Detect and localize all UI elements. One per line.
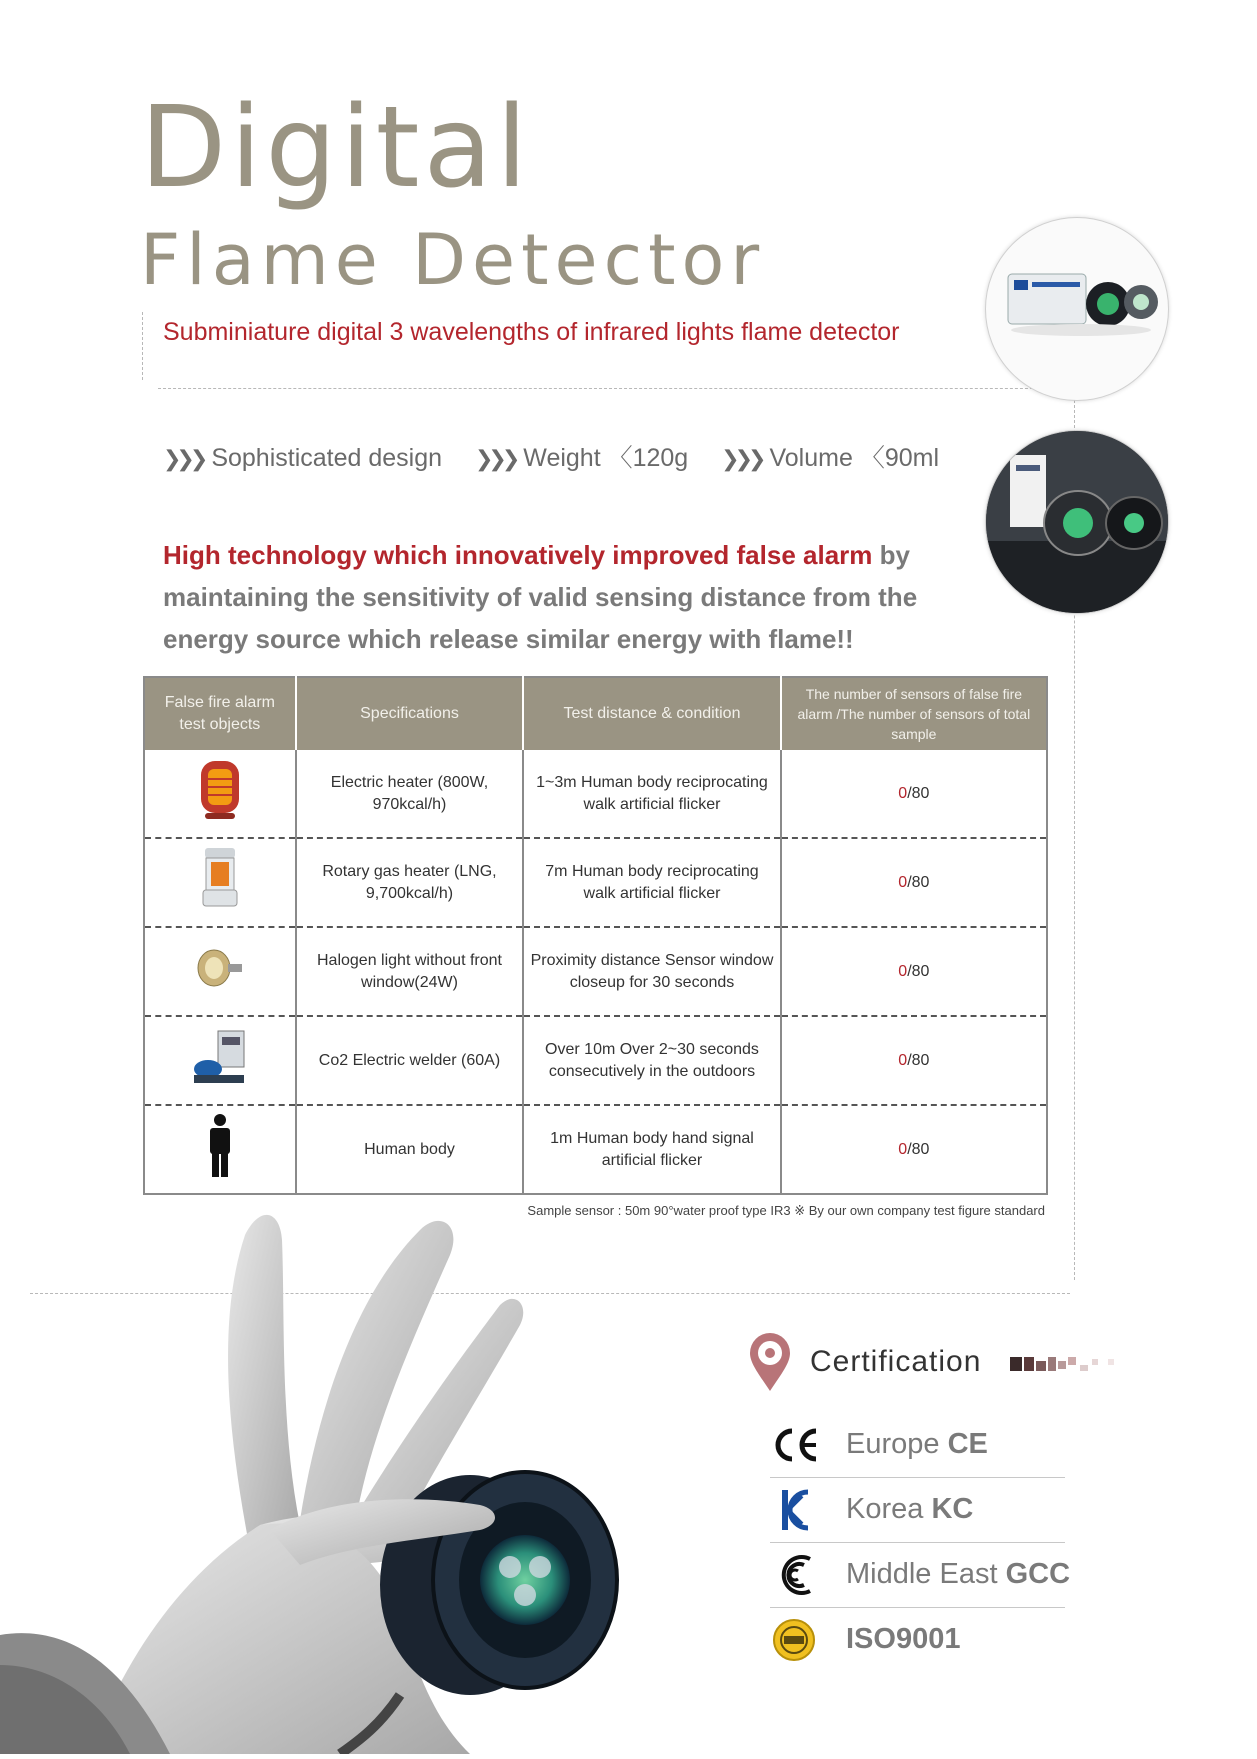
decorative-pixel-bar-icon [1010, 1355, 1120, 1375]
gcc-mark-icon [770, 1553, 820, 1597]
kc-mark-icon [770, 1488, 820, 1532]
product-photo-bottom [985, 430, 1169, 614]
page-title-line1: Digital [140, 83, 532, 213]
halogen-light-icon [144, 927, 296, 1016]
false-alarm-test-table [143, 676, 1048, 1195]
certification-label: ISO9001 [846, 1623, 961, 1655]
chevrons-icon: ❯❯❯ [474, 446, 516, 471]
feature-item: ❯❯❯ Weight 〈120g [474, 444, 689, 472]
frame-top [158, 388, 1058, 389]
human-body-icon [144, 1105, 296, 1194]
table-row [144, 838, 1047, 927]
electric-welder-icon [144, 1016, 296, 1105]
certification-row [770, 1413, 1065, 1478]
row-result: 0/80 [781, 750, 1047, 838]
table-row [144, 1105, 1047, 1194]
electric-heater-icon [144, 750, 296, 838]
row-condition: Proximity distance Sensor window closeup for 30 seconds [523, 927, 780, 1016]
page-subtitle: Subminiature digital 3 wavelengths of infrared lights flame detector [163, 318, 900, 346]
row-condition: 1m Human body hand signal artificial flicker [523, 1105, 780, 1194]
page-title-line2: Flame Detector [140, 219, 766, 301]
certification-title: Certification [810, 1345, 982, 1378]
certification-label: Europe CE [846, 1428, 988, 1460]
product-photo-top [985, 217, 1169, 401]
column-header-test-objects: False fire alarm test objects [144, 677, 296, 750]
row-result: 0/80 [781, 927, 1047, 1016]
feature-item: ❯❯❯ Volume 〈90ml [721, 444, 940, 472]
hand-holding-sensor-photo [0, 1195, 720, 1754]
chevrons-icon: ❯❯❯ [721, 446, 762, 471]
certification-row [770, 1608, 1065, 1672]
ce-mark-icon [770, 1423, 820, 1467]
statement-highlight: High technology which innovatively improved false alarm [163, 540, 873, 570]
row-result: 0/80 [781, 838, 1047, 927]
feature-item: ❯❯❯ Sophisticated design [163, 444, 443, 472]
column-header-test-condition: Test distance & condition [523, 677, 780, 750]
certification-label: Korea KC [846, 1493, 974, 1525]
frame-left-top [142, 312, 143, 380]
statement-rest: by maintaining the sensitivity of valid sensing distance from the energy source which release similar energy with flame!! [163, 540, 918, 654]
headline-statement [163, 534, 993, 660]
certification-row [770, 1478, 1065, 1543]
table-row [144, 1016, 1047, 1105]
iso-mark-icon [770, 1618, 820, 1662]
row-spec: Rotary gas heater (LNG, 9,700kcal/h) [296, 838, 524, 927]
row-result: 0/80 [781, 1105, 1047, 1194]
row-spec: Co2 Electric welder (60A) [296, 1016, 524, 1105]
row-spec: Halogen light without front window(24W) [296, 927, 524, 1016]
row-condition: 7m Human body reciprocating walk artificial flicker [523, 838, 780, 927]
chevrons-icon: ❯❯❯ [163, 446, 204, 471]
certification-row [770, 1543, 1071, 1608]
row-result: 0/80 [781, 1016, 1047, 1105]
feature-list [163, 438, 965, 474]
column-header-specifications: Specifications [296, 677, 524, 750]
table-footnote: Sample sensor : 50m 90°water proof type IR3 ※ By our own company test figure standard [527, 1203, 1045, 1218]
table-row [144, 750, 1047, 838]
column-header-sensor-count: The number of sensors of false fire alarm /The number of sensors of total sample [781, 677, 1047, 750]
row-condition: Over 10m Over 2~30 seconds consecutively in the outdoors [523, 1016, 780, 1105]
row-spec: Electric heater (800W, 970kcal/h) [296, 750, 524, 838]
certification-pin-icon [748, 1333, 792, 1393]
gas-heater-icon [144, 838, 296, 927]
row-condition: 1~3m Human body reciprocating walk artificial flicker [523, 750, 780, 838]
row-spec: Human body [296, 1105, 524, 1194]
table-row [144, 927, 1047, 1016]
certification-label: Middle East GCC [846, 1558, 1071, 1590]
